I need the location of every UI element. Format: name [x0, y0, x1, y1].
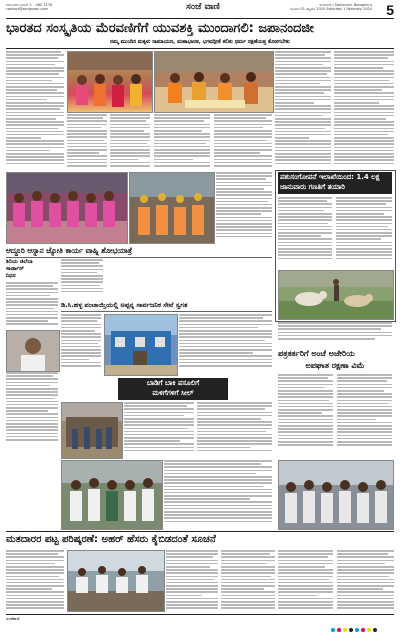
- top-story-text-col5: [214, 114, 272, 170]
- top-rule: [6, 48, 394, 49]
- story-right-top-text1: [278, 197, 332, 267]
- story-right-mid-headline-1: ಪತ್ರಕರ್ತರಿಗೆ ಅಂಚೆ ಅಜೇರಿಯ: [278, 349, 355, 358]
- bottom-headline: ಮತದಾರರ ಪಟ್ಟ ಪರಿಷ್ಕರಣೆ: ಅಹರ್ ಹೆಸರು ಕೈಬಿಡದಂತೆ ಸೂಚನೆ: [6, 534, 216, 545]
- obituary-line1: ಶಿರಿಯ ಜಿಲೆಲಾ: [6, 259, 33, 265]
- top-story-text-col1: [6, 51, 64, 169]
- photo-ceremony-1: [67, 51, 153, 113]
- story-mid-center-headline-bg: [118, 378, 228, 400]
- top-story-text-col-right1: [275, 51, 331, 169]
- story-mid-center-headline-2: ಮಳಿಗೆಗಳಿಗೆ ಸೀಲ್: [152, 389, 194, 397]
- masthead-text: ಸಂಜೆ ವಾಣಿ: [186, 2, 220, 12]
- photo-procession-pink: [6, 172, 128, 244]
- story-right-top-text3: [278, 322, 392, 346]
- photo-ceremony-1-art: [68, 52, 152, 112]
- obituary-text: [6, 282, 58, 328]
- page-number: 5: [386, 2, 394, 18]
- masthead-logo: [168, 2, 238, 16]
- photo-ceremony-2-art: [155, 52, 273, 112]
- story-mid-center-text2: [197, 402, 272, 457]
- header-left-info: [6, 3, 52, 11]
- photo-procession-pink-art: [7, 173, 127, 243]
- photo-procession-kalash: [129, 172, 215, 244]
- top-story-text-col2: [67, 114, 107, 170]
- header-rule: [6, 18, 394, 19]
- story-left-bottom-headline: ಆದ್ದೂರಿ ಆಸ್ನಾನ ಜ್ಯೋತಿ ಕಾರ್ಯ ವಾಹ್ನಿ ಶೋಭಯಾತ್ರೆ: [6, 246, 133, 255]
- story-right-mid-headline-wrap: [278, 348, 392, 372]
- story-mid-center-headline-1: ಬಾಡಿಗೆ ಬಾಕಿ ಪಸೂಲಿಗೆ: [146, 379, 200, 387]
- bottom-story-text3: [221, 550, 275, 612]
- bottom-story-text2: [166, 550, 218, 612]
- footer-rule: [6, 614, 394, 615]
- top-headline: ಭಾರತದ ಸಂಸ್ಕೃತಿಯ ಮೆರವಣಿಗೆಗೆ ಯುವಶಕ್ತಿ ಮುಂದಾಗಲಿ: ಜಪಾನಂದಜೀ: [6, 21, 314, 36]
- story-center-text1: [61, 314, 101, 374]
- photo-livestock-art: [279, 271, 393, 319]
- top-story-text-col3: [110, 114, 150, 170]
- photo-officials-meeting-art: [68, 551, 164, 611]
- obituary-portrait-art: [7, 331, 59, 371]
- bottom-story-text4: [278, 550, 333, 612]
- story-center-text2: [179, 314, 272, 374]
- story-right-top-text2: [336, 197, 392, 267]
- photo-livestock: [278, 270, 394, 320]
- header-paper-name: ಸಂಜೆವಾಣಿ | Sanjevani, Bengaluru: [319, 3, 372, 7]
- story-right-top-headline-2: ಜಾನುವಾರು ಗಣತಿಗೆ ತಯಾರಿ: [280, 183, 345, 191]
- story-right-mid-text1: [278, 374, 333, 456]
- story-center-headline: ಡಿ.ಸಿ.ಹಳ್ಳ ಪಂಚಾಯ್ತಿಯಲ್ಲಿ ಅಪ್ಪನ್ನ ಸಾರ್ವಜನಿಕ ಸೇವೆ ಸ್ವಗತ: [61, 301, 188, 309]
- story-right-top-headline-bg: [278, 172, 392, 194]
- top-story-text-col4: [154, 114, 210, 170]
- header-right-info: [288, 3, 372, 11]
- photo-crowd-meeting-art: [62, 461, 162, 529]
- story-center-headline-wrap: [61, 300, 272, 310]
- story-right-mid-text2: [337, 374, 392, 456]
- photo-shops-art: [62, 403, 122, 458]
- photo-panchayat-building-art: [105, 315, 177, 375]
- bottom-story-rule: [6, 531, 394, 532]
- top-subhead: ನಮ್ಮ ಮುಂದಿನ ಮಕ್ಕಳು ರಾಮಾಯಣ, ಮಹಾಭಾರತ, ಭಗವದ್ಗೀತೆ ಕಲಿತು ಧರ್ಮ ರಕ್ಷಣೆಯತ್ತ ತೊಡಗಬೇಕು: [110, 39, 290, 45]
- story-center-lower-text: [164, 460, 272, 528]
- bottom-story-text5: [337, 550, 394, 612]
- story-center-rule: [61, 311, 272, 312]
- top-story-text-col-right2: [334, 51, 394, 169]
- photo-shops: [61, 402, 123, 459]
- photo-procession-kalash-art: [130, 173, 214, 243]
- story-right-mid-headline-2: ಅಪಘಾತ ರಕ್ಷಣಾ ವಿಮೆ: [305, 361, 365, 370]
- photo-panchayat-building: [104, 314, 178, 376]
- photo-journalists-art: [279, 461, 393, 529]
- story-mid-center-text1: [124, 402, 194, 457]
- obituary-line2: ಸಾರ್ಡಾರ್: [6, 266, 24, 272]
- story-right-top-headline-1: ಪಶುಸಂಗೋಪನೆ ಇಲಾಖೆಯಿಂದ: 1.4 ಲಕ್ಷ: [280, 173, 380, 181]
- page-header: [0, 0, 400, 20]
- photo-ceremony-2: [154, 51, 274, 113]
- story-left-bottom-headline-wrap: [6, 245, 272, 256]
- footer-registration-marks: [330, 617, 378, 623]
- obituary-portrait: [6, 330, 60, 372]
- photo-journalists: [278, 460, 394, 530]
- story-left-bottom-rule: [6, 257, 272, 258]
- photo-crowd-meeting: [61, 460, 163, 530]
- obituary-line3: ನಿಧನ: [6, 273, 16, 279]
- story-left-bottom-text1: [61, 259, 103, 299]
- bottom-story-text1: [6, 550, 64, 612]
- header-date: ಶನಿವಾರ 01 ಫೆಬ್ರವರಿ 2020 Saturday 1 February 2020: [290, 7, 372, 11]
- header-email: contact@sanjevani.com: [6, 7, 48, 11]
- photo-officials-meeting: [67, 550, 165, 612]
- obituary-text-2: [6, 372, 58, 452]
- story-mid-text-col: [216, 172, 272, 242]
- header-phone: ಕರ್ನಾಟಕದ ನಂಬರ್ 1 - 080 7278: [6, 3, 53, 7]
- footer-left-text: ಸಂಜೆವಾಣಿ: [6, 616, 20, 621]
